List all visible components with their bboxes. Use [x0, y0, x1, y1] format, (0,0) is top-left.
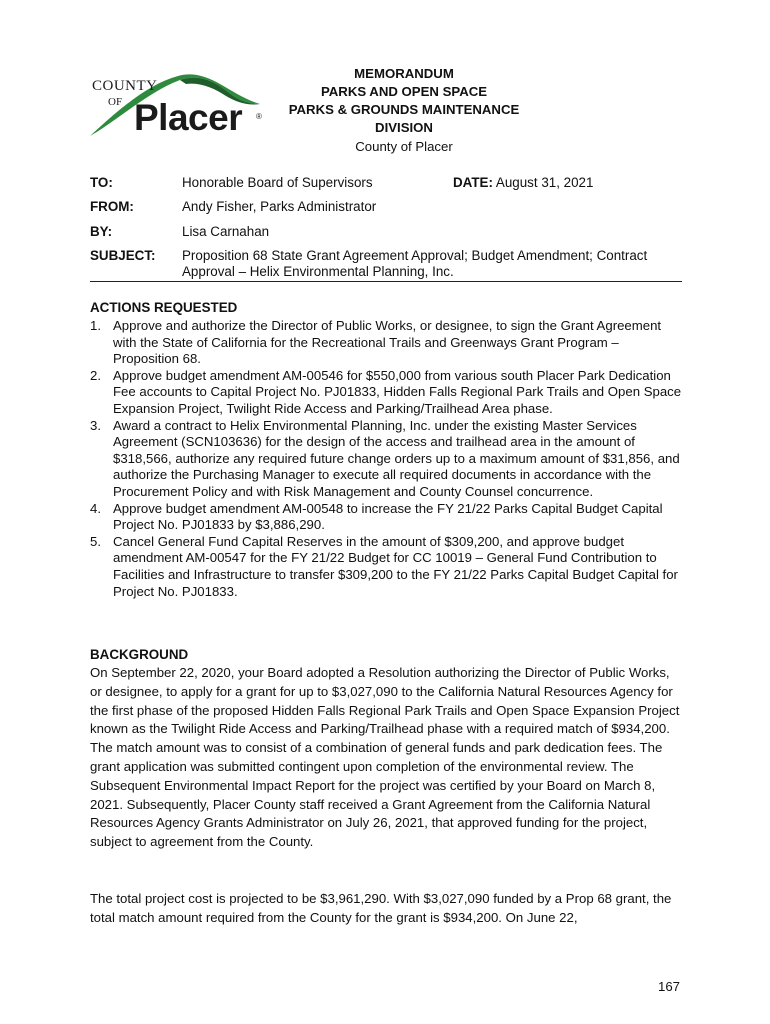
date-field: [453, 175, 593, 191]
county-logo: [88, 70, 268, 142]
date-label: DATE:: [453, 175, 493, 190]
logo-registered-mark: ®: [256, 112, 262, 121]
subject-row: [90, 248, 682, 282]
from-row: [90, 199, 682, 215]
actions-list: [90, 318, 682, 600]
header-line-memorandum: MEMORANDUM: [354, 66, 454, 81]
list-item-text: Approve and authorize the Director of Public Works, or designee, to sign the Grant Agreement with the State of California for the Recreational Trails and Greenways Grant Program – Proposition 68.: [113, 318, 662, 367]
page-number: 167: [657, 979, 680, 994]
subject-label: SUBJECT:: [90, 248, 156, 263]
list-item-number: 2.: [90, 367, 101, 383]
header-line-division-name: PARKS & GROUNDS MAINTENANCE: [288, 102, 520, 117]
by-row: [90, 224, 682, 240]
logo-county-text: COUNTY: [92, 78, 158, 94]
list-item: [90, 418, 682, 501]
subject-line-2: Approval – Helix Environmental Planning, Inc.: [182, 264, 454, 279]
header-line-department: PARKS AND OPEN SPACE: [320, 84, 488, 99]
to-value: Honorable Board of Supervisors: [182, 175, 373, 190]
from-value: Andy Fisher, Parks Administrator: [182, 199, 377, 214]
by-label: BY:: [90, 224, 113, 239]
actions-requested-heading: ACTIONS REQUESTED: [90, 300, 238, 315]
list-item-text: Cancel General Fund Capital Reserves in the amount of $309,200, and approve budget amendment AM-00547 for the FY 21/22 Budget for CC 10019 – General Fund Contribution to Facilities and Infrastructure to transfer $309,200 to the FY 21/22 Parks Capital Budget Capital for Project No. PJ01833.: [113, 533, 678, 599]
list-item-number: 1.: [90, 318, 101, 333]
background-heading: BACKGROUND: [90, 647, 189, 662]
list-item: [90, 501, 682, 534]
background-paragraph-1: On September 22, 2020, your Board adopted a Resolution authorizing the Director of Public Works, or designee, to apply for a grant for up to $3,027,090 to the California Natural Resources Agency for the first phase of the proposed Hidden Falls Regional Park Trails and Open Space Expansion Project known as the Twilight Ride Access and Parking/Trailhead phase with a required match of $934,200. The match amount was to consist of a combination of general funds and park dedication fees. The grant application was submitted contingent upon completion of the environmental review. The Subsequent Environmental Impact Report for the project was certified by your Board on March 8, 2021. Subsequently, Placer County staff received a Grant Agreement from the California Natural Resources Agency Grants Administrator on July 26, 2021, that approved funding for the project, subject to agreement from the County.: [90, 665, 680, 850]
logo-name-text: Placer: [134, 97, 243, 138]
header-subtitle: County of Placer: [355, 139, 453, 154]
list-item-text: Award a contract to Helix Environmental Planning, Inc. under the existing Master Services Agreement (SCN103636) for the design of the access and trailhead area in the amount of $318,566, authorize any required future change orders up to a maximum amount of $31,856, and authorize the Purchasing Manager to execute all required documents in accordance with the Procurement Policy and with Risk Management and County Counsel concurrence.: [113, 417, 680, 499]
list-item: [90, 318, 682, 368]
from-label: FROM:: [90, 199, 134, 214]
to-label: TO:: [90, 175, 113, 190]
list-item-text: Approve budget amendment AM-00548 to increase the FY 21/22 Parks Capital Budget Capital Project No. PJ01833 by $3,886,290.: [113, 500, 663, 533]
date-value: August 31, 2021: [495, 175, 594, 190]
by-value: Lisa Carnahan: [182, 224, 270, 239]
header-line-division: DIVISION: [375, 120, 433, 135]
background-paragraph-2: The total project cost is projected to be $3,961,290. With $3,027,090 funded by a Prop 68 grant, the total match amount required from the County for the grant is $934,200. On June 22,: [90, 891, 672, 925]
header-divider: [90, 281, 682, 282]
list-item-number: 3.: [90, 417, 101, 433]
logo-of-text: OF: [108, 96, 123, 108]
list-item-number: 5.: [90, 533, 101, 549]
list-item: [90, 368, 682, 418]
memo-header: [262, 65, 546, 156]
list-item: [90, 534, 682, 600]
to-row: [90, 175, 682, 191]
list-item-number: 4.: [90, 500, 101, 516]
subject-line-1: Proposition 68 State Grant Agreement Approval; Budget Amendment; Contract: [182, 248, 648, 263]
list-item-text: Approve budget amendment AM-00546 for $550,000 from various south Placer Park Dedication Fee accounts to Capital Project No. PJ01833, Hidden Falls Regional Park Trails and Open Space Expansion Project, Twilight Ride Access and Parking/Trailhead Area phase.: [113, 367, 682, 416]
